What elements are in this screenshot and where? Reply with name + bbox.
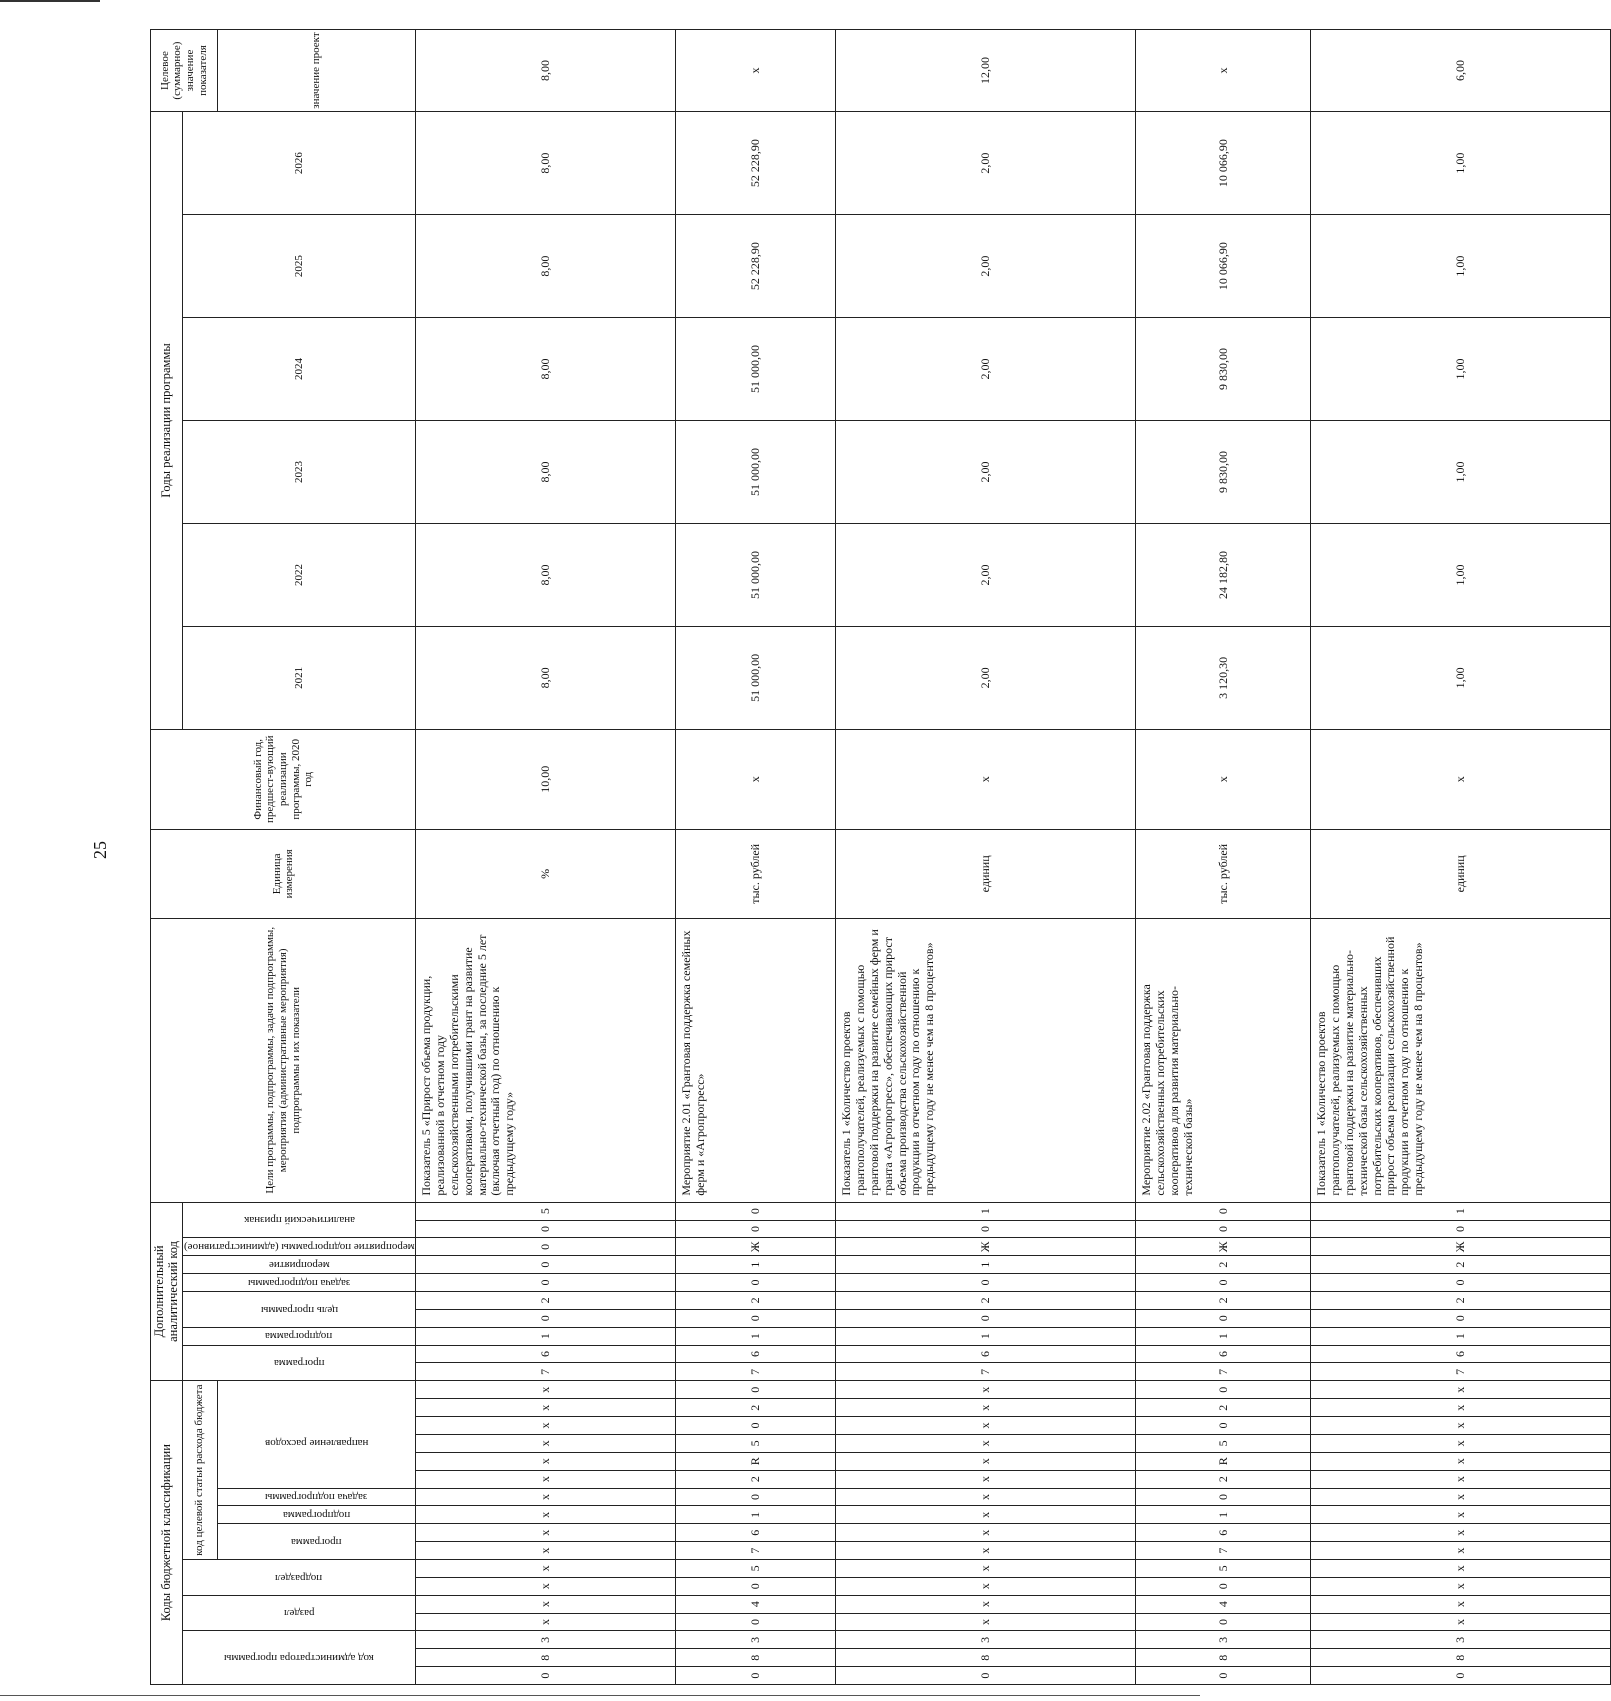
extra-code-digit: 0	[416, 1238, 676, 1256]
row-value-2022: 24 182,80	[1136, 523, 1311, 626]
extra-code-digit: 5	[416, 1202, 676, 1220]
year-2021-header: 2021	[182, 626, 416, 729]
extra-code-digit: 0	[416, 1256, 676, 1274]
extra-code-digit: 6	[416, 1345, 676, 1363]
budget-code-digit: 2	[676, 1399, 836, 1417]
budget-code-digit: x	[416, 1417, 676, 1435]
budget-code-digit: 0	[676, 1667, 836, 1685]
row-fin-year: x	[676, 729, 836, 829]
row-value-2022: 1,00	[1311, 523, 1611, 626]
row-fin-year: 10,00	[416, 729, 676, 829]
extra-code-digit: 2	[836, 1291, 1136, 1309]
budget-code-digit: x	[416, 1595, 676, 1613]
extra-code-digit: 7	[676, 1363, 836, 1381]
extra-code-digit: 7	[416, 1363, 676, 1381]
budget-code-digit: 2	[676, 1470, 836, 1488]
budget-code-digit: x	[1311, 1542, 1611, 1560]
extra-code-digit: Ж	[676, 1238, 836, 1256]
extra-code-digit: 6	[676, 1345, 836, 1363]
row-value-2025: 8,00	[416, 215, 676, 318]
extra-code-digit: 1	[836, 1256, 1136, 1274]
budget-code-digit: 5	[676, 1434, 836, 1452]
budget-code-digit: 2	[1136, 1399, 1311, 1417]
budget-code-digit: 3	[1311, 1631, 1611, 1649]
budget-code-digit: 3	[676, 1631, 836, 1649]
budget-code-digit: 3	[1136, 1631, 1311, 1649]
budget-code-digit: x	[836, 1595, 1136, 1613]
row-description: Показатель 1 «Количество проектов грантополучателей, реализуемых с помощью грантовой поддержки на развитие семейных ферм и гранта «Агропрогресс», обеспечивающих прирост объема производства сельскохозяйственной продукции в отчетном году по отношению к предыдущему году не менее чем на 8 процентов»	[836, 918, 1136, 1202]
budget-code-digit: 6	[676, 1524, 836, 1542]
extra-code-digit: 0	[416, 1274, 676, 1292]
budget-code-digit: 0	[1136, 1613, 1311, 1631]
extra-code-digit: 0	[676, 1274, 836, 1292]
row-value-2022: 8,00	[416, 523, 676, 626]
budget-code-digit: 0	[676, 1613, 836, 1631]
event-header: мероприятие	[182, 1256, 416, 1274]
bottom-rule	[0, 1695, 1200, 1696]
admin-code-header: код администратора программы	[182, 1631, 416, 1685]
budget-code-digit: x	[1311, 1577, 1611, 1595]
extra-code-digit: 0	[1136, 1202, 1311, 1220]
extra-code-digit: 0	[1311, 1220, 1611, 1238]
budget-code-digit: x	[836, 1506, 1136, 1524]
budget-code-digit: x	[836, 1452, 1136, 1470]
row-target: 6,00	[1311, 30, 1611, 112]
row-value-2026: 2,00	[836, 112, 1136, 215]
budget-code-digit: x	[1311, 1613, 1611, 1631]
budget-code-digit: 8	[1311, 1649, 1611, 1667]
subprogram-header: подпрограмма	[217, 1506, 416, 1524]
extra-code-digit: 2	[676, 1291, 836, 1309]
row-value-2024: 1,00	[1311, 318, 1611, 421]
budget-code-digit: 0	[836, 1667, 1136, 1685]
extra-code-digit: Ж	[1311, 1238, 1611, 1256]
extra-code-digit: 0	[1136, 1274, 1311, 1292]
budget-code-digit: x	[1311, 1506, 1611, 1524]
extra-subprogram-header: подпрограмма	[182, 1327, 416, 1345]
row-value-2021: 1,00	[1311, 626, 1611, 729]
budget-code-digit: R	[676, 1452, 836, 1470]
row-value-2025: 10 066,90	[1136, 215, 1311, 318]
row-target: 12,00	[836, 30, 1136, 112]
budget-code-digit: 0	[676, 1417, 836, 1435]
budget-code-digit: x	[836, 1559, 1136, 1577]
budget-code-digit: x	[836, 1613, 1136, 1631]
budget-code-digit: x	[416, 1399, 676, 1417]
budget-code-digit: 1	[676, 1506, 836, 1524]
budget-code-digit: 2	[1136, 1470, 1311, 1488]
year-2022-header: 2022	[182, 523, 416, 626]
unit-header: Единица измерения	[151, 829, 416, 918]
extra-code-digit: 0	[1136, 1309, 1311, 1327]
goals-header: Цели программы, подпрограммы, задачи подпрограммы, мероприятия (административные мероприятия) подпрограммы и их показатели	[151, 918, 416, 1202]
extra-code-digit: 2	[1311, 1256, 1611, 1274]
extra-code-digit: 1	[836, 1202, 1136, 1220]
budget-code-digit: x	[1311, 1434, 1611, 1452]
target-note: значение проект	[217, 30, 416, 112]
extra-code-digit: 0	[676, 1309, 836, 1327]
extra-code-digit: 0	[836, 1309, 1136, 1327]
row-value-2026: 10 066,90	[1136, 112, 1311, 215]
extra-code-digit: Ж	[836, 1238, 1136, 1256]
extra-code-digit: 0	[836, 1220, 1136, 1238]
row-value-2025: 2,00	[836, 215, 1136, 318]
year-2026-header: 2026	[182, 112, 416, 215]
budget-code-digit: x	[416, 1434, 676, 1452]
budget-code-digit: x	[416, 1577, 676, 1595]
row-value-2022: 51 000,00	[676, 523, 836, 626]
budget-code-digit: 1	[1136, 1506, 1311, 1524]
row-value-2024: 2,00	[836, 318, 1136, 421]
budget-code-digit: 0	[676, 1488, 836, 1506]
budget-code-digit: 0	[1136, 1417, 1311, 1435]
row-value-2026: 8,00	[416, 112, 676, 215]
budget-code-digit: 7	[676, 1542, 836, 1560]
row-value-2021: 2,00	[836, 626, 1136, 729]
budget-code-digit: x	[1311, 1559, 1611, 1577]
row-value-2023: 51 000,00	[676, 421, 836, 524]
section-header: раздел	[182, 1595, 416, 1631]
extra-code-header: Дополнительный аналитический код	[151, 1202, 183, 1381]
row-value-2023: 8,00	[416, 421, 676, 524]
budget-code-digit: 5	[1136, 1434, 1311, 1452]
row-value-2023: 2,00	[836, 421, 1136, 524]
row-value-2026: 52 228,90	[676, 112, 836, 215]
extra-code-digit: 2	[416, 1291, 676, 1309]
extra-code-digit: 1	[836, 1327, 1136, 1345]
budget-code-digit: x	[416, 1613, 676, 1631]
year-2023-header: 2023	[182, 421, 416, 524]
extra-code-digit: 1	[416, 1327, 676, 1345]
row-value-2024: 9 830,00	[1136, 318, 1311, 421]
row-value-2021: 51 000,00	[676, 626, 836, 729]
budget-code-digit: x	[416, 1524, 676, 1542]
extra-code-digit: 0	[1311, 1309, 1611, 1327]
extra-code-digit: 6	[836, 1345, 1136, 1363]
row-unit: единиц	[836, 829, 1136, 918]
budget-code-digit: x	[416, 1542, 676, 1560]
budget-code-digit: x	[836, 1577, 1136, 1595]
budget-code-digit: x	[836, 1488, 1136, 1506]
budget-code-digit: x	[1311, 1417, 1611, 1435]
row-value-2022: 2,00	[836, 523, 1136, 626]
row-description: Мероприятие 2.02 «Грантовая поддержка сельскохозяйственных потребительских кооперативов для развития материально-технической базы»	[1136, 918, 1311, 1202]
budget-code-digit: 8	[676, 1649, 836, 1667]
extra-code-digit: 0	[416, 1220, 676, 1238]
program-indicators-table	[150, 29, 1611, 1685]
page-number: 25	[90, 841, 110, 859]
rotated-table-container	[150, 29, 1467, 1685]
expense-direction-header: направление расходов	[217, 1381, 416, 1488]
row-unit: %	[416, 829, 676, 918]
budget-code-digit: 4	[676, 1595, 836, 1613]
fin-year-header: Финансовый год, предшест-вующий реализации программы, 2020 год	[151, 729, 416, 829]
budget-code-digit: 5	[1136, 1559, 1311, 1577]
budget-code-digit: 0	[1136, 1488, 1311, 1506]
analytic-sign-header: аналитический признак	[182, 1202, 416, 1238]
target-header: Целевое (суммарное) значение показателя	[151, 30, 218, 112]
extra-code-digit: Ж	[1136, 1238, 1311, 1256]
row-description: Показатель 5 «Прирост объема продукции, реализованной в отчетном году сельскохозяйственными потребительскими кооперативами, получившими грант на развитие материально-технической базы, за последние 5 лет (включая отчетный год) по отношению к предыдущему году»	[416, 918, 676, 1202]
row-value-2023: 9 830,00	[1136, 421, 1311, 524]
budget-code-digit: x	[416, 1559, 676, 1577]
budget-code-digit: 8	[836, 1649, 1136, 1667]
subprogram-task2-header: задача подпрограммы	[182, 1274, 416, 1292]
extra-code-digit: 1	[1311, 1327, 1611, 1345]
table-body	[416, 30, 1611, 1685]
budget-code-digit: 0	[416, 1667, 676, 1685]
budget-code-digit: x	[416, 1470, 676, 1488]
budget-code-digit: 4	[1136, 1595, 1311, 1613]
budget-code-digit: x	[1311, 1488, 1611, 1506]
row-unit: единиц	[1311, 829, 1611, 918]
extra-code-digit: 6	[1311, 1345, 1611, 1363]
program-header: программа	[217, 1524, 416, 1560]
extra-code-digit: 0	[416, 1309, 676, 1327]
row-value-2024: 8,00	[416, 318, 676, 421]
extra-code-digit: 2	[1136, 1256, 1311, 1274]
extra-code-digit: 1	[676, 1327, 836, 1345]
extra-code-digit: 0	[676, 1202, 836, 1220]
budget-code-digit: 5	[676, 1559, 836, 1577]
budget-code-digit: x	[1311, 1595, 1611, 1613]
row-description: Показатель 1 «Количество проектов грантополучателей, реализуемых с помощью грантовой поддержки на развитие материально-технической базы сельскохозяйственных потребительских кооперативов, обеспечивших прирост объема реализации сельскохозяйственной продукции в отчетном году по отношению к предыдущему году не менее чем на 8 процентов»	[1311, 918, 1611, 1202]
budget-code-digit: x	[1311, 1470, 1611, 1488]
extra-code-digit: 2	[1311, 1291, 1611, 1309]
budget-code-digit: x	[836, 1470, 1136, 1488]
row-unit: тыс. рублей	[1136, 829, 1311, 918]
row-fin-year: x	[1311, 729, 1611, 829]
budget-code-digit: x	[1311, 1452, 1611, 1470]
budget-code-digit: 6	[1136, 1524, 1311, 1542]
top-rule	[0, 0, 100, 3]
budget-code-digit: 8	[1136, 1649, 1311, 1667]
event-subprogram-header: мероприятие подпрограммы (административное)	[182, 1238, 416, 1256]
budget-code-digit: x	[836, 1524, 1136, 1542]
extra-code-digit: 0	[1136, 1220, 1311, 1238]
row-target: x	[676, 30, 836, 112]
row-unit: тыс. рублей	[676, 829, 836, 918]
budget-code-digit: x	[836, 1399, 1136, 1417]
budget-code-digit: x	[1311, 1381, 1611, 1399]
row-value-2024: 51 000,00	[676, 318, 836, 421]
budget-code-digit: x	[836, 1381, 1136, 1399]
row-description: Мероприятие 2.01 «Грантовая поддержка семейных ферм и «Агропрогресс»	[676, 918, 836, 1202]
budget-code-digit: R	[1136, 1452, 1311, 1470]
table-row	[1311, 30, 1611, 1685]
extra-code-digit: 0	[1311, 1274, 1611, 1292]
extra-code-digit: 1	[1311, 1202, 1611, 1220]
row-value-2025: 52 228,90	[676, 215, 836, 318]
budget-code-digit: 0	[1136, 1381, 1311, 1399]
row-fin-year: x	[1136, 729, 1311, 829]
budget-code-digit: x	[836, 1542, 1136, 1560]
budget-code-digit: x	[416, 1452, 676, 1470]
target-item-code-header: код целевой статьи расхода бюджета	[182, 1381, 217, 1560]
row-value-2021: 3 120,30	[1136, 626, 1311, 729]
budget-code-digit: x	[416, 1488, 676, 1506]
budget-code-digit: 0	[1136, 1577, 1311, 1595]
budget-code-digit: x	[1311, 1524, 1611, 1542]
subsection-header: подраздел	[182, 1559, 416, 1595]
budget-code-digit: 8	[416, 1649, 676, 1667]
row-target: x	[1136, 30, 1311, 112]
subprogram-task-header: задача подпрограммы	[217, 1488, 416, 1506]
row-value-2026: 1,00	[1311, 112, 1611, 215]
budget-code-digit: x	[836, 1417, 1136, 1435]
extra-code-digit: 7	[1311, 1363, 1611, 1381]
budget-code-digit: 0	[676, 1381, 836, 1399]
program-goal-header: цель программы	[182, 1291, 416, 1327]
budget-code-digit: 0	[1136, 1667, 1311, 1685]
row-value-2021: 8,00	[416, 626, 676, 729]
budget-code-digit: x	[836, 1434, 1136, 1452]
table-row	[1136, 30, 1311, 1685]
row-target: 8,00	[416, 30, 676, 112]
year-2025-header: 2025	[182, 215, 416, 318]
budget-code-digit: x	[416, 1506, 676, 1524]
budget-code-digit: 0	[676, 1577, 836, 1595]
row-value-2025: 1,00	[1311, 215, 1611, 318]
extra-code-digit: 7	[1136, 1363, 1311, 1381]
budget-codes-header: Коды бюджетной классификации	[151, 1381, 183, 1685]
row-fin-year: x	[836, 729, 1136, 829]
budget-code-digit: x	[416, 1381, 676, 1399]
table-row	[676, 30, 836, 1685]
extra-code-digit: 7	[836, 1363, 1136, 1381]
table-row	[836, 30, 1136, 1685]
extra-code-digit: 6	[1136, 1345, 1311, 1363]
extra-code-digit: 0	[836, 1274, 1136, 1292]
budget-code-digit: 3	[416, 1631, 676, 1649]
row-value-2023: 1,00	[1311, 421, 1611, 524]
budget-code-digit: 7	[1136, 1542, 1311, 1560]
extra-code-digit: 1	[1136, 1327, 1311, 1345]
year-2024-header: 2024	[182, 318, 416, 421]
budget-code-digit: 0	[1311, 1667, 1611, 1685]
extra-code-digit: 0	[676, 1220, 836, 1238]
extra-code-digit: 2	[1136, 1291, 1311, 1309]
extra-program-header: программа	[182, 1345, 416, 1381]
extra-code-digit: 1	[676, 1256, 836, 1274]
budget-code-digit: 3	[836, 1631, 1136, 1649]
years-header: Годы реализации программы	[151, 112, 183, 730]
table-row	[416, 30, 676, 1685]
budget-code-digit: x	[1311, 1399, 1611, 1417]
